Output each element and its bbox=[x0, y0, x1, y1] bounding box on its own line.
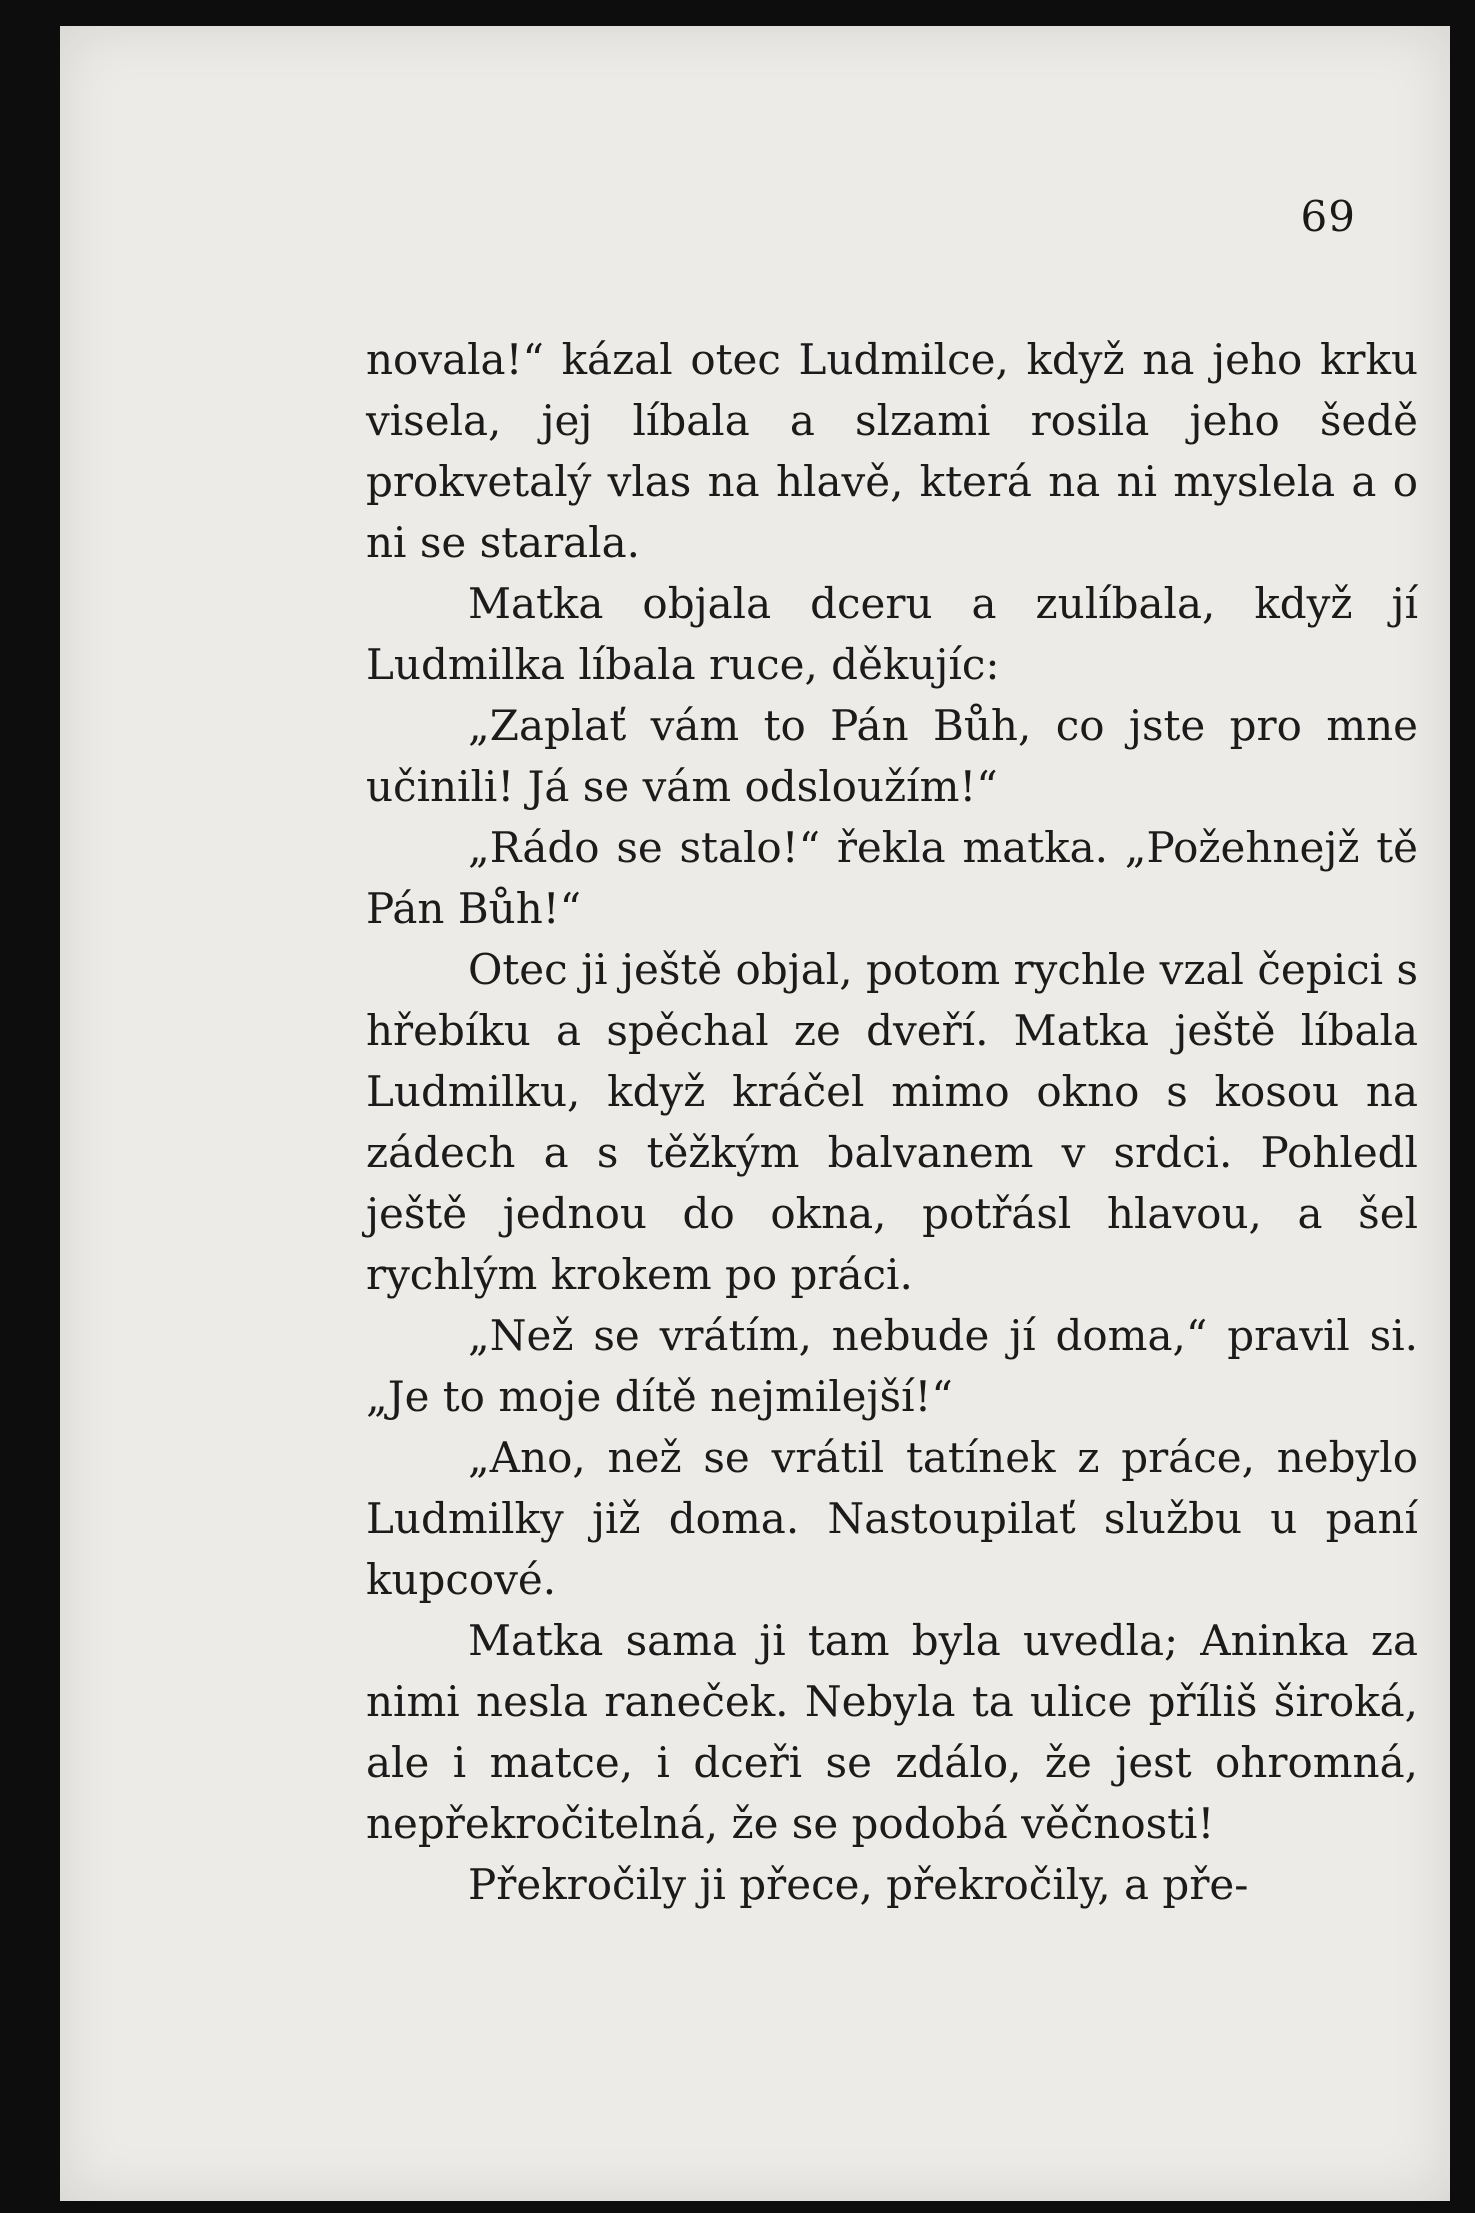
paragraph: „Rádo se stalo!“ řekla matka. „Požehnejž tě Pán Bůh!“ bbox=[366, 823, 1418, 933]
paragraph: Matka sama ji tam byla uvedla; Aninka za nimi nesla raneček. Nebyla ta ulice příliš široká, ale i matce, i dceři se zdálo, že jest ohromná, nepřekročitelná, že se podobá věčnosti! bbox=[366, 1616, 1418, 1848]
paragraph: novala!“ kázal otec Ludmilce, když na jeho krku visela, jej líbala a slzami rosila jeho šedě prokvetalý vlas na hlavě, která na ni myslela a o ni se starala. bbox=[366, 335, 1418, 567]
body-text bbox=[366, 329, 1418, 1915]
paragraph: Matka objala dceru a zulíbala, když jí Ludmilka líbala ruce, děkujíc: bbox=[366, 579, 1418, 689]
paragraph: „Ano, než se vrátil tatínek z práce, nebylo Ludmilky již doma. Nastoupilať službu u paní kupcové. bbox=[366, 1433, 1418, 1604]
paragraph: „Zaplať vám to Pán Bůh, co jste pro mne učinili! Já se vám odsloužím!“ bbox=[366, 701, 1418, 811]
book-page bbox=[60, 26, 1450, 2201]
paragraph: „Než se vrátím, nebude jí doma,“ pravil si. „Je to moje dítě nejmilejší!“ bbox=[366, 1311, 1418, 1421]
paragraph: Překročily ji přece, překročily, a pře- bbox=[468, 1860, 1249, 1909]
paragraph: Otec ji ještě objal, potom rychle vzal čepici s hřebíku a spěchal ze dveří. Matka ještě líbala Ludmilku, když kráčel mimo okno s kosou na zádech a s těžkým balvanem v srdci. Pohledl ještě jednou do okna, potřásl hlavou, a šel rychlým krokem po práci. bbox=[366, 945, 1418, 1299]
page-number: 69 bbox=[1300, 192, 1356, 241]
